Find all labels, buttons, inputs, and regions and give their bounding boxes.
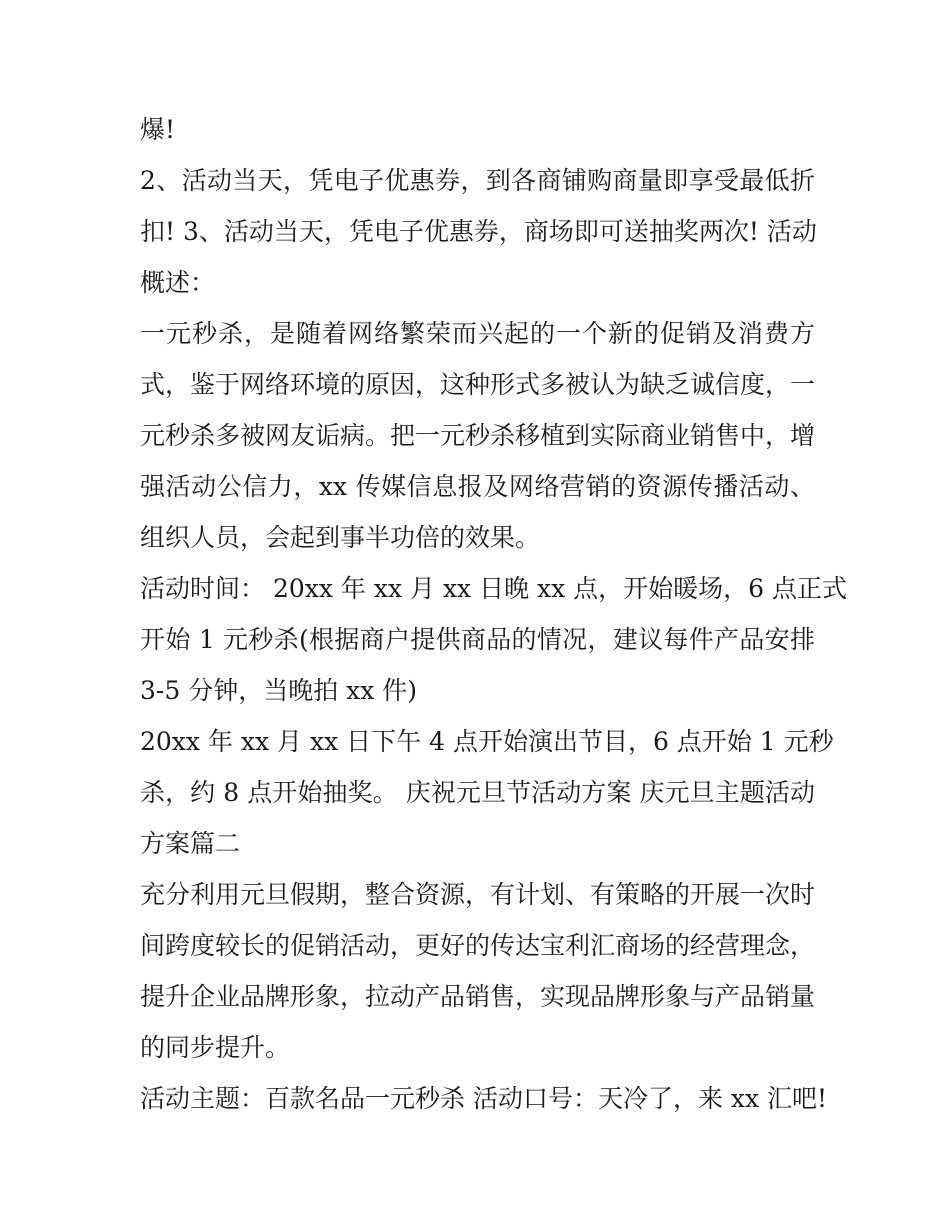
text-line: 杀，约 8 点开始抽奖。 庆祝元旦节活动方案 庆元旦主题活动: [140, 778, 815, 807]
text-line: 强活动公信力，xx 传媒信息报及网络营销的资源传播活动、: [140, 472, 815, 501]
text-line: 3-5 分钟，当晚拍 xx 件): [140, 676, 418, 705]
text-line: 一元秒杀，是随着网络繁荣而兴起的一个新的促销及消费方: [140, 319, 815, 348]
text-line: 活动时间： 20xx 年 xx 月 xx 日晚 xx 点，开始暖场，6 点正式: [140, 574, 848, 603]
text-line: 充分利用元旦假期，整合资源，有计划、有策略的开展一次时: [140, 880, 816, 909]
text-line: 组织人员，会起到事半功倍的效果。: [140, 523, 541, 552]
text-line: 方案篇二: [140, 829, 241, 858]
text-line: 式，鉴于网络环境的原因，这种形式多被认为缺乏诚信度，一: [140, 370, 816, 399]
text-line: 活动主题：百款名品一元秒杀 活动口号：天冷了，来 xx 汇吧!: [140, 1084, 828, 1113]
document-body: [140, 104, 848, 1124]
text-line: 开始 1 元秒杀(根据商户提供商品的情况，建议每件产品安排: [140, 625, 815, 654]
text-line: 20xx 年 xx 月 xx 日下午 4 点开始演出节目，6 点开始 1 元秒: [140, 727, 834, 756]
text-line: 概述：: [140, 268, 216, 297]
text-line: 2、活动当天，凭电子优惠券，到各商铺购商量即享受最低折: [140, 166, 815, 195]
text-line: 提升企业品牌形象，拉动产品销售，实现品牌形象与产品销量: [140, 982, 816, 1011]
text-line: 元秒杀多被网友诟病。把一元秒杀移植到实际商业销售中，增: [140, 421, 816, 450]
text-line: 爆!: [140, 115, 176, 144]
text-line: 的同步提升。: [140, 1033, 291, 1062]
text-line: 间跨度较长的促销活动，更好的传达宝利汇商场的经营理念，: [140, 931, 816, 960]
text-line: 扣! 3、活动当天，凭电子优惠券，商场即可送抽奖两次! 活动: [140, 217, 817, 246]
